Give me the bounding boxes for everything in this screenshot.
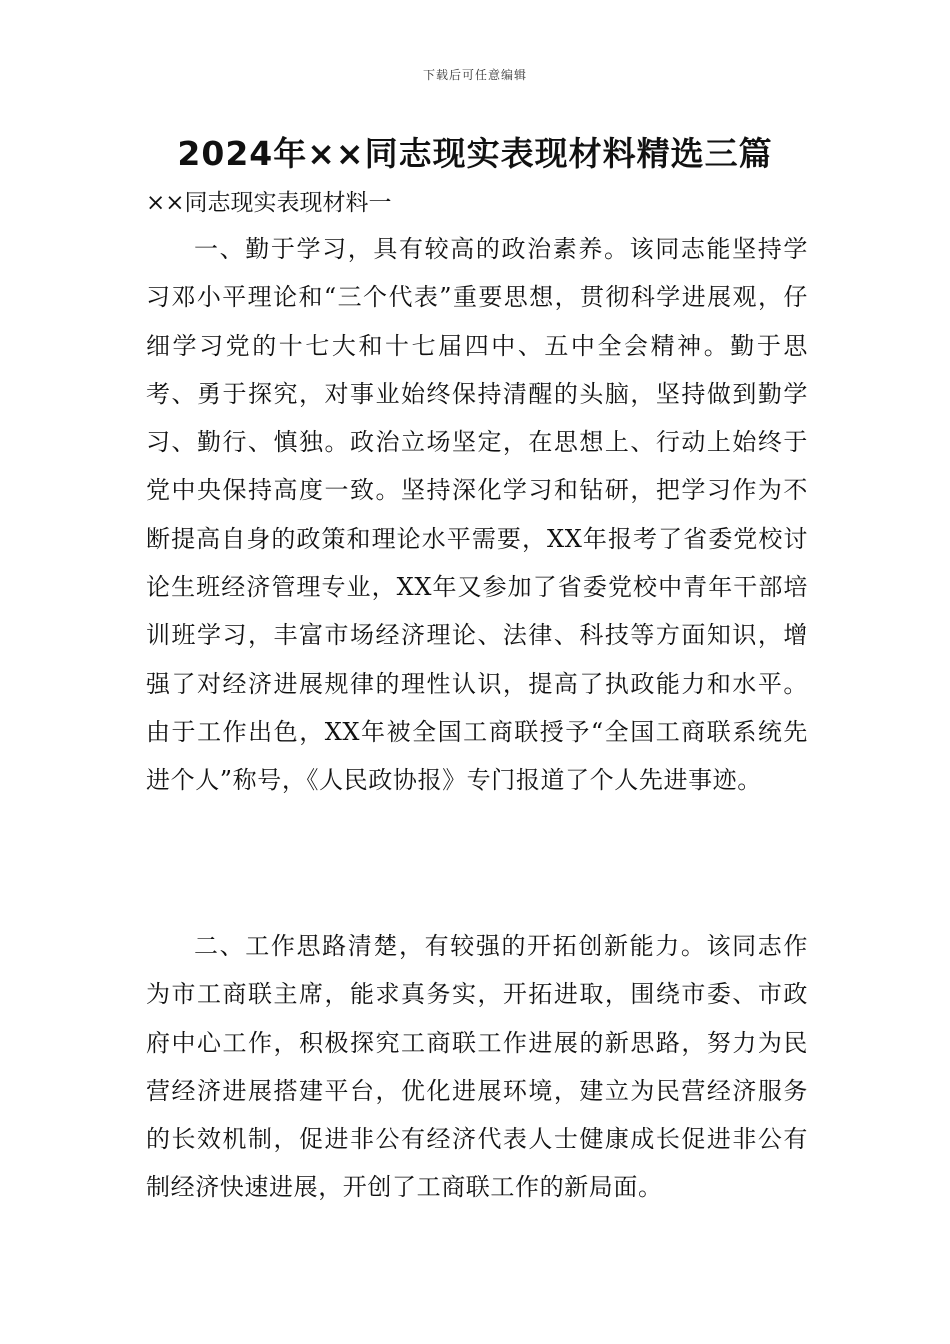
document-title: 2024年××同志现实表现材料精选三篇	[177, 134, 773, 173]
section-subtitle: ××同志现实表现材料一	[146, 190, 392, 216]
paragraph-2: 二、工作思路清楚，有较强的开拓创新能力。该同志作为市工商联主席，能求真务实，开拓进取，围绕市委、市政府中心工作，积极探究工商联工作进展的新思路，努力为民营经济进展搭建平台，优化进展环境，建立为民营经济服务的长效机制，促进非公有经济代表人士健康成长促进非公有制经济快速进展，开创了工商联工作的新局面。	[146, 932, 808, 1202]
paragraph-1: 一、勤于学习，具有较高的政治素养。该同志能坚持学习邓小平理论和“三个代表”重要思想，贯彻科学进展观，仔细学习党的十七大和十七届四中、五中全会精神。勤于思考、勇于探究，对事业始终保持清醒的头脑，坚持做到勤学习、勤行、慎独。政治立场坚定，在思想上、行动上始终于党中央保持高度一致。坚持深化学习和钻研，把学习作为不断提高自身的政策和理论水平需要，XX年报考了省委党校讨论生班经济管理专业，XX年又参加了省委党校中青年干部培训班学习，丰富市场经济理论、法律、科技等方面知识，增强了对经济进展规律的理性认识，提高了执政能力和水平。由于工作出色，XX年被全国工商联授予“全国工商联系统先进个人”称号，《人民政协报》专门报道了个人先进事迹。	[146, 235, 808, 795]
header-note: 下载后可任意编辑	[422, 68, 527, 82]
